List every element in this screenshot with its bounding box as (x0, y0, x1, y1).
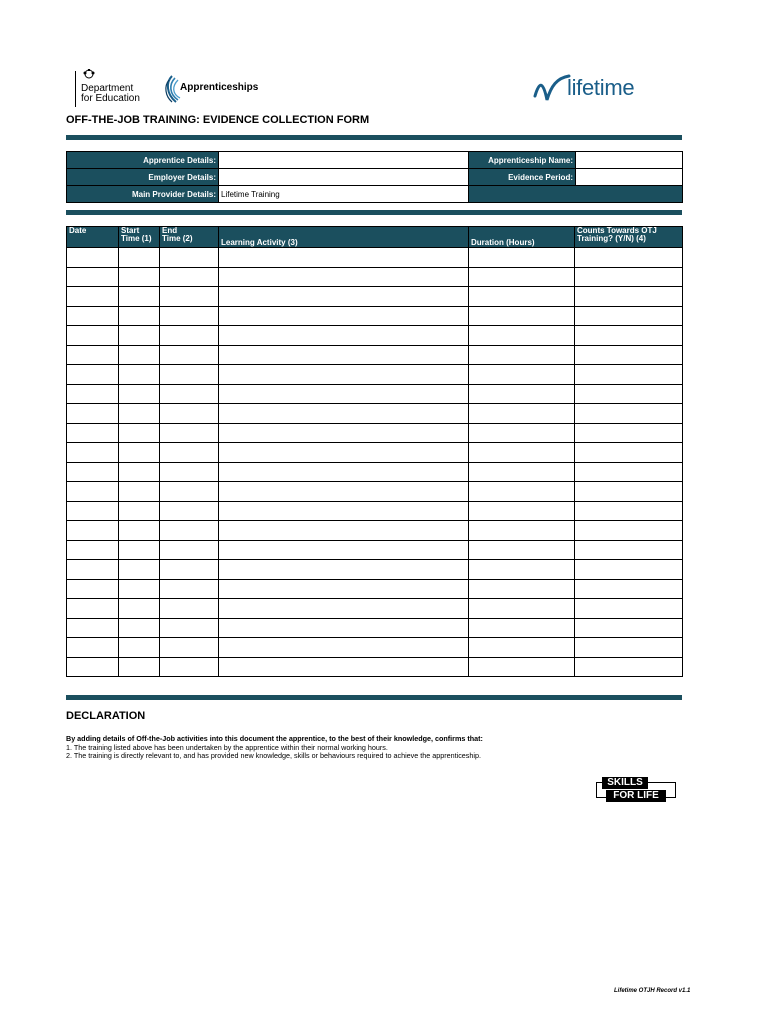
log-row (67, 560, 683, 580)
duration-cell[interactable] (469, 404, 575, 424)
dfe-logo (75, 70, 140, 108)
date-cell[interactable] (67, 501, 119, 521)
skills-for-life-logo (596, 777, 676, 803)
learning-activity-cell[interactable] (219, 404, 469, 424)
counts-otj-cell[interactable] (575, 482, 683, 502)
date-cell[interactable] (67, 657, 119, 677)
counts-otj-cell[interactable] (575, 501, 683, 521)
details-row (67, 152, 683, 169)
date-cell[interactable] (67, 638, 119, 658)
end-time-cell[interactable] (160, 345, 219, 365)
col-end-line-2: Time (2) (162, 234, 193, 243)
date-cell[interactable] (67, 521, 119, 541)
date-cell[interactable] (67, 404, 119, 424)
learning-activity-cell[interactable] (219, 248, 469, 268)
learning-activity-cell[interactable] (219, 482, 469, 502)
apprenticeship-name-field[interactable] (576, 152, 683, 169)
end-time-cell[interactable] (160, 248, 219, 268)
counts-otj-cell[interactable] (575, 306, 683, 326)
counts-otj-cell[interactable] (575, 657, 683, 677)
learning-activity-cell[interactable] (219, 521, 469, 541)
counts-otj-cell[interactable] (575, 423, 683, 443)
log-row (67, 540, 683, 560)
duration-cell[interactable] (469, 579, 575, 599)
start-time-cell[interactable] (119, 384, 160, 404)
learning-activity-cell[interactable] (219, 579, 469, 599)
duration-cell[interactable] (469, 462, 575, 482)
counts-otj-cell[interactable] (575, 365, 683, 385)
activity-log-table (66, 226, 683, 677)
declaration-title: DECLARATION (66, 710, 146, 722)
col-counts-otj-header (575, 227, 683, 248)
end-time-cell[interactable] (160, 618, 219, 638)
counts-otj-cell[interactable] (575, 638, 683, 658)
duration-cell[interactable] (469, 443, 575, 463)
log-body (67, 248, 683, 677)
date-cell[interactable] (67, 248, 119, 268)
apprentice-details-label: Apprentice Details: (67, 152, 219, 169)
employer-details-field[interactable] (219, 169, 469, 186)
date-cell[interactable] (67, 540, 119, 560)
log-row (67, 618, 683, 638)
date-cell[interactable] (67, 287, 119, 307)
end-time-cell[interactable] (160, 326, 219, 346)
end-time-cell[interactable] (160, 443, 219, 463)
start-time-cell[interactable] (119, 248, 160, 268)
date-cell[interactable] (67, 384, 119, 404)
log-row (67, 521, 683, 541)
skills-logo-line-2: FOR LIFE (606, 790, 666, 802)
log-row (67, 248, 683, 268)
log-row (67, 423, 683, 443)
duration-cell[interactable] (469, 618, 575, 638)
apprenticeships-logo (162, 74, 258, 108)
main-provider-label: Main Provider Details: (67, 186, 219, 203)
details-table (66, 151, 683, 203)
end-time-cell[interactable] (160, 560, 219, 580)
date-cell[interactable] (67, 365, 119, 385)
main-provider-field[interactable]: Lifetime Training (219, 186, 469, 203)
log-row (67, 501, 683, 521)
counts-otj-cell[interactable] (575, 287, 683, 307)
counts-otj-cell[interactable] (575, 579, 683, 599)
counts-otj-cell[interactable] (575, 599, 683, 619)
date-cell[interactable] (67, 326, 119, 346)
evidence-period-field[interactable] (576, 169, 683, 186)
counts-otj-cell[interactable] (575, 267, 683, 287)
learning-activity-cell[interactable] (219, 462, 469, 482)
divider-bar-top (66, 135, 682, 140)
end-time-cell[interactable] (160, 482, 219, 502)
end-time-cell[interactable] (160, 501, 219, 521)
col-start-line-2: Time (1) (121, 234, 152, 243)
date-cell[interactable] (67, 618, 119, 638)
counts-otj-cell[interactable] (575, 404, 683, 424)
learning-activity-cell[interactable] (219, 287, 469, 307)
learning-activity-cell[interactable] (219, 540, 469, 560)
learning-activity-cell[interactable] (219, 306, 469, 326)
duration-cell[interactable] (469, 501, 575, 521)
duration-cell[interactable] (469, 365, 575, 385)
apprenticeships-text: Apprenticeships (180, 82, 259, 93)
learning-activity-cell[interactable] (219, 384, 469, 404)
date-cell[interactable] (67, 443, 119, 463)
end-time-cell[interactable] (160, 287, 219, 307)
counts-otj-cell[interactable] (575, 384, 683, 404)
form-title: OFF-THE-JOB TRAINING: EVIDENCE COLLECTION FORM (66, 114, 370, 126)
start-time-cell[interactable] (119, 365, 160, 385)
duration-cell[interactable] (469, 248, 575, 268)
learning-activity-cell[interactable] (219, 618, 469, 638)
learning-activity-cell[interactable] (219, 443, 469, 463)
end-time-cell[interactable] (160, 638, 219, 658)
col-counts-line-1: Counts Towards OTJ (577, 226, 657, 235)
dfe-line-2: for Education (81, 93, 140, 104)
start-time-cell[interactable] (119, 599, 160, 619)
counts-otj-cell[interactable] (575, 540, 683, 560)
start-time-cell[interactable] (119, 267, 160, 287)
log-row (67, 404, 683, 424)
log-row (67, 365, 683, 385)
start-time-cell[interactable] (119, 579, 160, 599)
declaration-intro: By adding details of Off-the-Job activities into this document the apprentice, to the best of their knowledge, confirms that: (66, 734, 483, 743)
duration-cell[interactable] (469, 384, 575, 404)
counts-otj-cell[interactable] (575, 326, 683, 346)
counts-otj-cell[interactable] (575, 345, 683, 365)
log-row (67, 287, 683, 307)
details-row (67, 169, 683, 186)
end-time-cell[interactable] (160, 521, 219, 541)
start-time-cell[interactable] (119, 560, 160, 580)
end-time-cell[interactable] (160, 365, 219, 385)
date-cell[interactable] (67, 462, 119, 482)
log-row (67, 482, 683, 502)
apprentice-details-field[interactable] (219, 152, 469, 169)
log-row (67, 267, 683, 287)
start-time-cell[interactable] (119, 657, 160, 677)
counts-otj-cell[interactable] (575, 443, 683, 463)
end-time-cell[interactable] (160, 540, 219, 560)
start-time-cell[interactable] (119, 501, 160, 521)
col-end-line-1: End (162, 226, 178, 235)
duration-cell[interactable] (469, 326, 575, 346)
col-learning-activity-header: Learning Activity (3) (219, 227, 469, 248)
dfe-text (81, 84, 140, 108)
log-row (67, 638, 683, 658)
declaration-point-2: 2. The training is directly relevant to, and has provided new knowledge, skills or behaviours required to achieve the apprenticeship. (66, 751, 481, 760)
start-time-cell[interactable] (119, 638, 160, 658)
counts-otj-cell[interactable] (575, 248, 683, 268)
learning-activity-cell[interactable] (219, 365, 469, 385)
duration-cell[interactable] (469, 560, 575, 580)
col-start-time-header (119, 227, 160, 248)
duration-cell[interactable] (469, 345, 575, 365)
col-counts-line-2: Training? (Y/N) (4) (577, 234, 646, 243)
log-row (67, 384, 683, 404)
start-time-cell[interactable] (119, 326, 160, 346)
divider-bar-bottom (66, 695, 682, 700)
log-row (67, 657, 683, 677)
duration-cell[interactable] (469, 638, 575, 658)
end-time-cell[interactable] (160, 579, 219, 599)
start-time-cell[interactable] (119, 306, 160, 326)
col-end-time-header (160, 227, 219, 248)
evidence-period-label: Evidence Period: (469, 169, 576, 186)
log-row (67, 579, 683, 599)
date-cell[interactable] (67, 306, 119, 326)
start-time-cell[interactable] (119, 540, 160, 560)
apprenticeship-name-label: Apprenticeship Name: (469, 152, 576, 169)
end-time-cell[interactable] (160, 599, 219, 619)
end-time-cell[interactable] (160, 657, 219, 677)
date-cell[interactable] (67, 423, 119, 443)
end-time-cell[interactable] (160, 267, 219, 287)
details-row (67, 186, 683, 203)
start-time-cell[interactable] (119, 287, 160, 307)
date-cell[interactable] (67, 482, 119, 502)
employer-details-label: Employer Details: (67, 169, 219, 186)
duration-cell[interactable] (469, 482, 575, 502)
start-time-cell[interactable] (119, 404, 160, 424)
col-date-header: Date (67, 227, 119, 248)
learning-activity-cell[interactable] (219, 638, 469, 658)
start-time-cell[interactable] (119, 462, 160, 482)
learning-activity-cell[interactable] (219, 501, 469, 521)
duration-cell[interactable] (469, 267, 575, 287)
duration-cell[interactable] (469, 306, 575, 326)
end-time-cell[interactable] (160, 384, 219, 404)
end-time-cell[interactable] (160, 306, 219, 326)
start-time-cell[interactable] (119, 482, 160, 502)
start-time-cell[interactable] (119, 423, 160, 443)
counts-otj-cell[interactable] (575, 521, 683, 541)
end-time-cell[interactable] (160, 423, 219, 443)
end-time-cell[interactable] (160, 462, 219, 482)
log-row (67, 443, 683, 463)
date-cell[interactable] (67, 560, 119, 580)
counts-otj-cell[interactable] (575, 462, 683, 482)
end-time-cell[interactable] (160, 404, 219, 424)
lifetime-text: lifetime (567, 75, 635, 100)
learning-activity-cell[interactable] (219, 345, 469, 365)
details-filler (469, 186, 683, 203)
learning-activity-cell[interactable] (219, 599, 469, 619)
duration-cell[interactable] (469, 287, 575, 307)
start-time-cell[interactable] (119, 443, 160, 463)
start-time-cell[interactable] (119, 345, 160, 365)
col-duration-header: Duration (Hours) (469, 227, 575, 248)
col-start-line-1: Start (121, 226, 140, 235)
log-header-row (67, 227, 683, 248)
date-cell[interactable] (67, 267, 119, 287)
dfe-divider (75, 71, 76, 107)
lifetime-logo (533, 72, 634, 104)
footer-version: Lifetime OTJH Record v1.1 (614, 988, 691, 994)
skills-logo-line-1: SKILLS (602, 777, 648, 789)
log-row (67, 306, 683, 326)
learning-activity-cell[interactable] (219, 560, 469, 580)
dfe-line-1: Department (81, 83, 134, 94)
duration-cell[interactable] (469, 521, 575, 541)
duration-cell[interactable] (469, 540, 575, 560)
learning-activity-cell[interactable] (219, 267, 469, 287)
duration-cell[interactable] (469, 657, 575, 677)
counts-otj-cell[interactable] (575, 618, 683, 638)
start-time-cell[interactable] (119, 618, 160, 638)
learning-activity-cell[interactable] (219, 423, 469, 443)
declaration-point-1: 1. The training listed above has been undertaken by the apprentice within their normal working hours. (66, 742, 388, 752)
date-cell[interactable] (67, 599, 119, 619)
date-cell[interactable] (67, 345, 119, 365)
log-row (67, 345, 683, 365)
learning-activity-cell[interactable] (219, 657, 469, 677)
divider-bar-middle (66, 210, 682, 215)
declaration-text (66, 735, 682, 761)
royal-crest-icon (83, 69, 95, 79)
counts-otj-cell[interactable] (575, 560, 683, 580)
log-row (67, 599, 683, 619)
log-row (67, 326, 683, 346)
learning-activity-cell[interactable] (219, 326, 469, 346)
start-time-cell[interactable] (119, 521, 160, 541)
duration-cell[interactable] (469, 599, 575, 619)
log-row (67, 462, 683, 482)
duration-cell[interactable] (469, 423, 575, 443)
date-cell[interactable] (67, 579, 119, 599)
